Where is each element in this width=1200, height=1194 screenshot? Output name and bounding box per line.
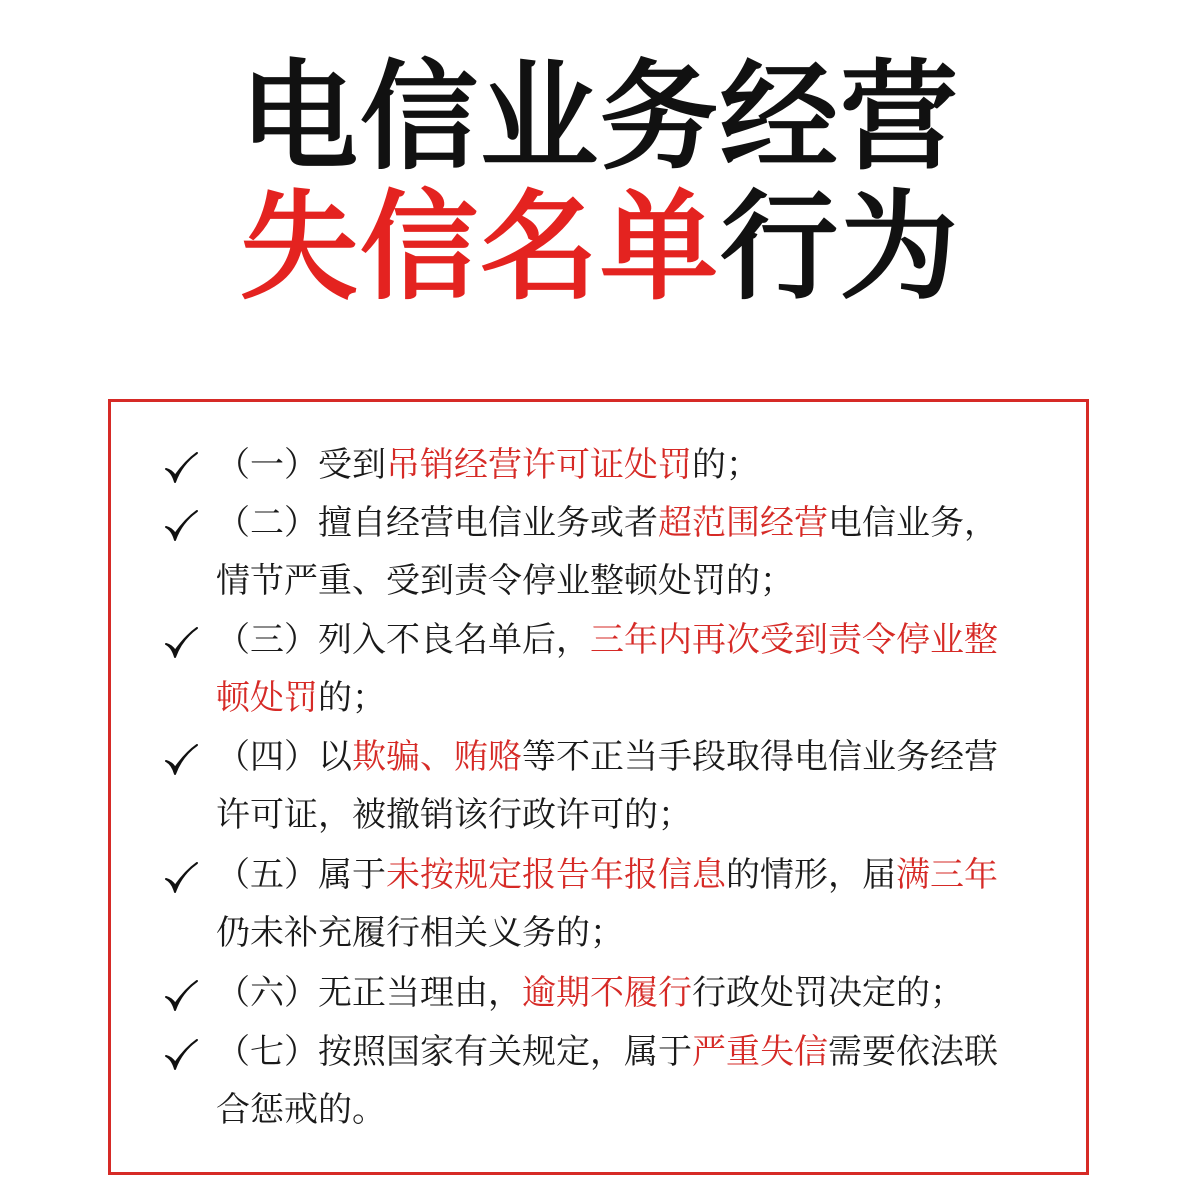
body-text: 行政处罚决定的； [692, 973, 964, 1013]
item-text-line [216, 445, 760, 485]
checkmark-icon [162, 741, 202, 781]
highlight-text: 严重失信 [692, 1032, 828, 1072]
item-text-line [216, 795, 692, 835]
body-text: 许可证，被撤销该行政许可的； [216, 795, 692, 835]
body-text: 电信业务， [828, 503, 998, 543]
highlight-text: 超范围经营 [658, 503, 828, 543]
highlight-text: 未按规定报告年报信息 [386, 855, 726, 895]
item-text-line [216, 503, 998, 543]
body-text: 合惩戒的。 [216, 1090, 386, 1130]
highlight-text: 满三年 [896, 855, 998, 895]
item-text-line [216, 737, 998, 777]
item-text-line [216, 678, 386, 718]
body-text: 需要依法联 [828, 1032, 998, 1072]
body-text: （三）列入不良名单后， [216, 620, 590, 660]
highlight-text: 吊销经营许可证处罚 [386, 445, 692, 485]
body-text: 的； [318, 678, 386, 718]
checkmark-icon [162, 449, 202, 489]
checkmark-icon [162, 977, 202, 1017]
body-text: （五）属于 [216, 855, 386, 895]
body-text: （七）按照国家有关规定，属于 [216, 1032, 692, 1072]
page-title-line2 [0, 178, 1200, 316]
body-text: （六）无正当理由， [216, 973, 522, 1013]
page-title-line1: 电信业务经营 [239, 48, 960, 186]
title-suffix: 行为 [720, 178, 961, 316]
body-text: 等不正当手段取得电信业务经营 [522, 737, 998, 777]
body-text: 的情形，届 [726, 855, 896, 895]
checkmark-icon [162, 624, 202, 664]
item-text-line [216, 561, 794, 601]
highlight-text: 欺骗、贿赂 [352, 737, 522, 777]
body-text: （二）擅自经营电信业务或者 [216, 503, 658, 543]
checkmark-icon [162, 507, 202, 547]
title-highlight: 失信名单 [239, 178, 720, 316]
body-text: 仍未补充履行相关义务的； [216, 913, 624, 953]
highlight-text: 三年内再次受到责令停业整 [590, 620, 998, 660]
item-text-line [216, 620, 998, 660]
item-text-line [216, 1032, 998, 1072]
item-text-line [216, 1090, 386, 1130]
body-text: （四）以 [216, 737, 352, 777]
highlight-text: 顿处罚 [216, 678, 318, 718]
body-text: 的； [692, 445, 760, 485]
body-text: （一）受到 [216, 445, 386, 485]
highlight-text: 逾期不履行 [522, 973, 692, 1013]
body-text: 情节严重、受到责令停业整顿处罚的； [216, 561, 794, 601]
checkmark-icon [162, 859, 202, 899]
item-text-line [216, 913, 624, 953]
item-text-line [216, 855, 998, 895]
checkmark-icon [162, 1036, 202, 1076]
item-text-line [216, 973, 964, 1013]
